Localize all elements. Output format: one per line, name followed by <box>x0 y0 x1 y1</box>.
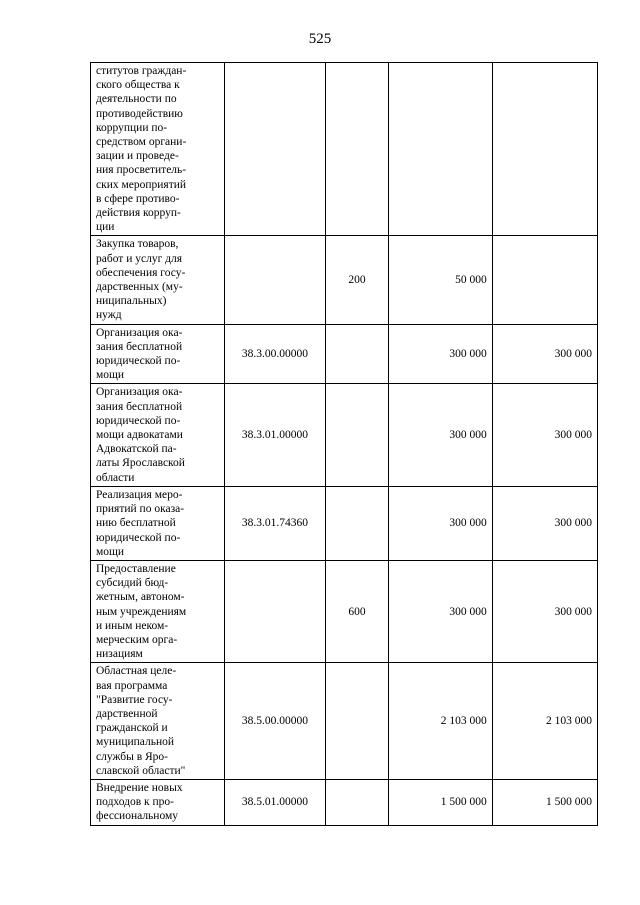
target-code-cell: 38.5.00.00000 <box>224 663 326 780</box>
row-name-cell <box>91 486 225 560</box>
row-name-cell <box>91 236 225 324</box>
row-name-line: службы в Яро- <box>96 750 168 763</box>
row-name-line: жетным, автоном- <box>96 591 185 604</box>
target-code-cell <box>224 236 326 324</box>
page-number: 525 <box>308 31 332 47</box>
amount-year2-cell: 1 500 000 <box>492 779 597 825</box>
table-row <box>91 63 598 236</box>
row-name-line: ских мероприятий <box>96 178 187 191</box>
row-name-line: низациям <box>96 648 143 661</box>
row-name-cell <box>91 663 225 780</box>
row-name-line: дарственных (му- <box>96 281 183 294</box>
row-name-line: ниципальных) <box>96 295 167 308</box>
expense-type-cell <box>326 779 388 825</box>
target-code-cell: 38.3.00.00000 <box>224 324 326 384</box>
row-name-line: дарственной <box>96 707 158 720</box>
amount-year2-cell: 300 000 <box>492 486 597 560</box>
row-name-line: работ и услуг для <box>96 252 183 265</box>
row-name-line: "Развитие госу- <box>96 693 173 706</box>
amount-year1-cell: 1 500 000 <box>388 779 492 825</box>
row-name-line: зания бесплатной <box>96 340 183 353</box>
row-name-line: деятельности по <box>96 93 177 106</box>
table-body <box>91 63 598 826</box>
row-name-line: фессиональному <box>96 810 179 823</box>
table-row <box>91 384 598 486</box>
budget-table <box>90 62 598 826</box>
row-name-line: нужд <box>96 309 122 322</box>
row-name-line: славской области" <box>96 764 186 777</box>
row-name-line: мощи адвокатами <box>96 429 183 442</box>
amount-year2-cell: 300 000 <box>492 324 597 384</box>
table-row <box>91 236 598 324</box>
row-name-line: Закупка товаров, <box>96 238 179 251</box>
table-row <box>91 560 598 662</box>
table-row <box>91 486 598 560</box>
table-row <box>91 324 598 384</box>
row-name-line: нию бесплатной <box>96 517 176 530</box>
target-code-cell: 38.3.01.74360 <box>224 486 326 560</box>
row-name-line: противодействию <box>96 107 183 120</box>
row-name-line: гражданской и <box>96 722 168 735</box>
row-name-line: латы Ярославской <box>96 457 185 470</box>
row-name-line: Организация ока- <box>96 326 183 339</box>
amount-year2-cell <box>492 236 597 324</box>
expense-type-cell <box>326 384 388 486</box>
row-name-line: действия корруп- <box>96 207 181 220</box>
table-row <box>91 663 598 780</box>
table-row <box>91 779 598 825</box>
row-name-cell <box>91 63 225 236</box>
row-name-line: средством органи- <box>96 136 187 149</box>
row-name-line: мощи <box>96 545 125 558</box>
expense-type-cell <box>326 324 388 384</box>
row-name-line: субсидий бюд- <box>96 577 169 590</box>
row-name-line: Областная целе- <box>96 665 177 678</box>
target-code-cell <box>224 560 326 662</box>
row-name-line: мерческим орга- <box>96 633 178 646</box>
row-name-line: зания бесплатной <box>96 400 183 413</box>
amount-year1-cell <box>388 63 492 236</box>
row-name-line: обеспечения госу- <box>96 266 186 279</box>
row-name-line: Внедрение новых <box>96 781 183 794</box>
row-name-line: Предоставление <box>96 562 176 575</box>
expense-type-cell <box>326 63 388 236</box>
row-name-cell <box>91 560 225 662</box>
amount-year1-cell: 50 000 <box>388 236 492 324</box>
row-name-line: в сфере противо- <box>96 192 180 205</box>
row-name-line: и иным неком- <box>96 619 169 632</box>
row-name-cell <box>91 779 225 825</box>
row-name-line: вая программа <box>96 679 168 692</box>
row-name-line: Организация ока- <box>96 386 183 399</box>
target-code-cell: 38.5.01.00000 <box>224 779 326 825</box>
row-name-line: ния просветитель- <box>96 164 187 177</box>
row-name-line: юридической по- <box>96 355 181 368</box>
expense-type-cell: 200 <box>326 236 388 324</box>
expense-type-cell <box>326 486 388 560</box>
row-name-line: приятий по оказа- <box>96 503 185 516</box>
amount-year1-cell: 300 000 <box>388 486 492 560</box>
row-name-line: Адвокатской па- <box>96 443 177 456</box>
row-name-line: мощи <box>96 369 125 382</box>
amount-year1-cell: 300 000 <box>388 384 492 486</box>
row-name-line: зации и проведе- <box>96 150 179 163</box>
amount-year1-cell: 300 000 <box>388 324 492 384</box>
row-name-line: муниципальной <box>96 736 175 749</box>
target-code-cell <box>224 63 326 236</box>
row-name-line: области <box>96 471 135 484</box>
row-name-line: юридической по- <box>96 414 181 427</box>
amount-year1-cell: 300 000 <box>388 560 492 662</box>
row-name-line: ского общества к <box>96 79 180 92</box>
amount-year2-cell: 300 000 <box>492 384 597 486</box>
expense-type-cell: 600 <box>326 560 388 662</box>
row-name-line: юридической по- <box>96 531 181 544</box>
amount-year2-cell: 2 103 000 <box>492 663 597 780</box>
row-name-cell <box>91 324 225 384</box>
row-name-cell <box>91 384 225 486</box>
target-code-cell: 38.3.01.00000 <box>224 384 326 486</box>
row-name-line: ции <box>96 221 115 234</box>
amount-year2-cell <box>492 63 597 236</box>
row-name-line: коррупции по- <box>96 121 168 134</box>
expense-type-cell <box>326 663 388 780</box>
amount-year1-cell: 2 103 000 <box>388 663 492 780</box>
row-name-line: ным учреждениям <box>96 605 187 618</box>
row-name-line: подходов к про- <box>96 796 175 809</box>
row-name-line: ститутов граждан- <box>96 65 187 77</box>
amount-year2-cell: 300 000 <box>492 560 597 662</box>
row-name-line: Реализация меро- <box>96 488 183 501</box>
